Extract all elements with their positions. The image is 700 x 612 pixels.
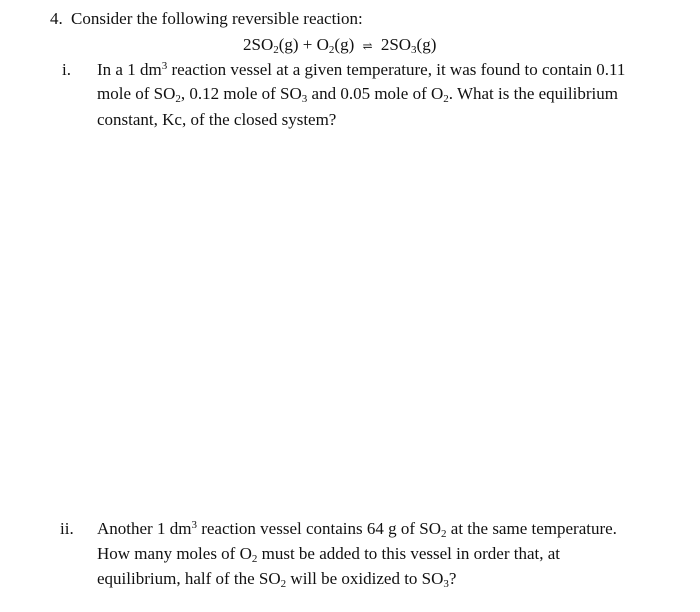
part-ii-line-2: How many moles of $O_2$ must be added to this vessel in order that, at bbox=[97, 544, 561, 565]
equilibrium-arrow-icon: ⇌ bbox=[362, 39, 373, 53]
reaction-equation: $2SO_2(g) + O_2(g)$ ⇌ $2SO_3(g)$ bbox=[243, 35, 437, 56]
part-i-label: i. bbox=[62, 60, 71, 79]
part-i-line-3: constant, Kc, of the closed system? bbox=[97, 110, 337, 129]
question-number: 4. bbox=[50, 9, 63, 28]
part-ii-label: ii. bbox=[60, 519, 74, 538]
part-ii-line-3: equilibrium, half of the $SO_2$ will be oxidized to $SO_3$? bbox=[97, 569, 457, 590]
part-i-line-1: In a 1 $dm^3$ reaction vessel at a given temperature, it was found to contain 0.11 bbox=[97, 60, 626, 79]
part-i-line-2: mole of $SO_2$, 0.12 mole of $SO_3$ and 0.05 mole of $O_2$. What is the equilibrium bbox=[97, 84, 618, 105]
question-intro: Consider the following reversible reaction: bbox=[71, 9, 363, 28]
part-ii-line-1: Another 1 $dm^3$ reaction vessel contains 64 g of $SO_2$ at the same temperature. bbox=[97, 519, 617, 540]
